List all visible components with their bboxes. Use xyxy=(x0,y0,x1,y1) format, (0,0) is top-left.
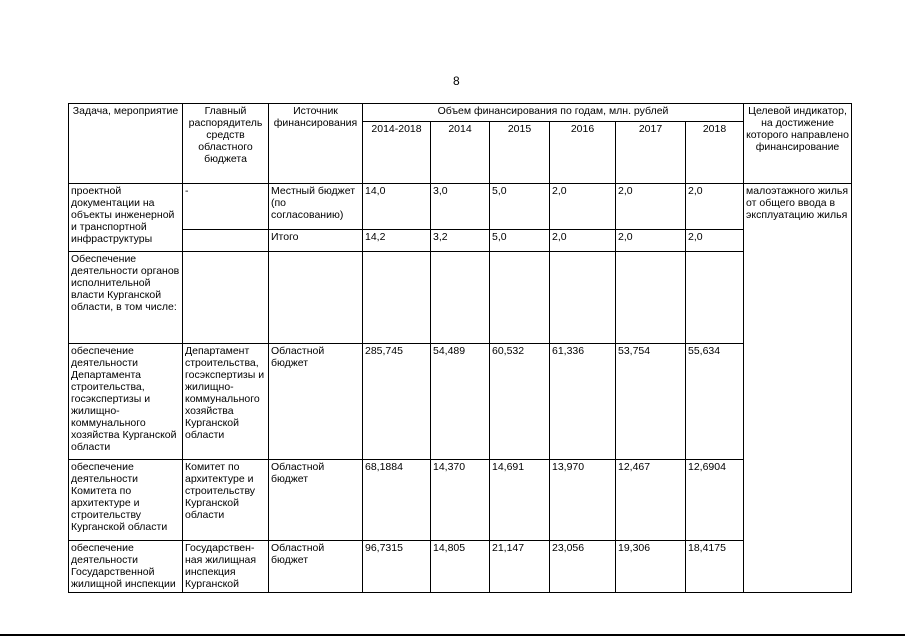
value-cell: 21,147 xyxy=(490,541,550,593)
header-manager: Главный распорядитель средств областного бюджета xyxy=(183,104,269,184)
table-row xyxy=(69,541,852,593)
row-source: Итого xyxy=(269,230,363,252)
value-cell: 60,532 xyxy=(490,344,550,460)
row-source: Местный бюджет (по согласованию) xyxy=(269,184,363,230)
value-cell: 3,0 xyxy=(431,184,490,230)
value-cell: 14,370 xyxy=(431,460,490,541)
row-source: Областной бюджет xyxy=(269,541,363,593)
header-year: 2018 xyxy=(686,122,744,184)
header-year: 2016 xyxy=(550,122,616,184)
value-cell: 12,6904 xyxy=(686,460,744,541)
value-cell: 5,0 xyxy=(490,230,550,252)
value-cell: 18,4175 xyxy=(686,541,744,593)
page-number: 8 xyxy=(453,74,460,88)
value-cell: 2,0 xyxy=(686,184,744,230)
row-source: Областной бюджет xyxy=(269,344,363,460)
table-row xyxy=(69,184,852,230)
row-manager: Департамент строительства, госэкспертизы и жилищно-коммунального хозяйства Курганской области xyxy=(183,344,269,460)
header-target: Целевой индикатор, на достижение которого направлено финансирование xyxy=(744,104,852,184)
empty-cell xyxy=(363,252,431,344)
value-cell: 14,805 xyxy=(431,541,490,593)
row-task: обеспечение деятельности Департамента строительства, госэкспертизы и жилищно-коммунального хозяйства Курганской области xyxy=(69,344,183,460)
header-year: 2014-2018 xyxy=(363,122,431,184)
value-cell: 53,754 xyxy=(616,344,686,460)
value-cell: 2,0 xyxy=(550,230,616,252)
value-cell: 2,0 xyxy=(616,184,686,230)
empty-cell xyxy=(269,252,363,344)
table-row xyxy=(69,460,852,541)
value-cell: 96,7315 xyxy=(363,541,431,593)
header-row xyxy=(69,104,852,122)
row-task: Обеспечение деятельности органов исполнительной власти Курганской области, в том числе: xyxy=(69,252,183,344)
header-year: 2014 xyxy=(431,122,490,184)
empty-cell xyxy=(490,252,550,344)
empty-cell xyxy=(686,252,744,344)
value-cell: 55,634 xyxy=(686,344,744,460)
value-cell: 14,691 xyxy=(490,460,550,541)
value-cell: 23,056 xyxy=(550,541,616,593)
table-row xyxy=(69,344,852,460)
value-cell: 2,0 xyxy=(686,230,744,252)
header-volume: Объем финансирования по годам, млн. рублей xyxy=(363,104,744,122)
header-year: 2015 xyxy=(490,122,550,184)
row-target: малоэтажного жилья от общего ввода в эксплуатацию жилья xyxy=(744,184,852,593)
table-row xyxy=(69,252,852,344)
row-task: обеспечение деятельности Комитета по архитектуре и строительству Курганской области xyxy=(69,460,183,541)
row-source: Областной бюджет xyxy=(269,460,363,541)
header-task: Задача, мероприятие xyxy=(69,104,183,184)
value-cell: 61,336 xyxy=(550,344,616,460)
empty-cell xyxy=(550,252,616,344)
row-task: обеспечение деятельности Государственной жилищной инспекции xyxy=(69,541,183,593)
value-cell: 2,0 xyxy=(550,184,616,230)
value-cell: 19,306 xyxy=(616,541,686,593)
empty-cell xyxy=(431,252,490,344)
value-cell: 285,745 xyxy=(363,344,431,460)
value-cell: 12,467 xyxy=(616,460,686,541)
table-row xyxy=(69,230,852,252)
row-manager: Комитет по архитектуре и строительству Курганской области xyxy=(183,460,269,541)
header-year: 2017 xyxy=(616,122,686,184)
row-task: проектной документации на объекты инженерной и транспортной инфраструктуры xyxy=(69,184,183,252)
page-bottom-rule xyxy=(0,634,905,636)
value-cell: 13,970 xyxy=(550,460,616,541)
header-source: Источник финансирования xyxy=(269,104,363,184)
value-cell: 14,0 xyxy=(363,184,431,230)
value-cell: 5,0 xyxy=(490,184,550,230)
value-cell: 54,489 xyxy=(431,344,490,460)
empty-cell xyxy=(183,230,269,252)
value-cell: 3,2 xyxy=(431,230,490,252)
empty-cell xyxy=(183,252,269,344)
value-cell: 2,0 xyxy=(616,230,686,252)
value-cell: 14,2 xyxy=(363,230,431,252)
empty-cell xyxy=(616,252,686,344)
row-manager: - xyxy=(183,184,269,230)
row-manager: Государствен-ная жилищная инспекция Курганской xyxy=(183,541,269,593)
funding-table xyxy=(68,103,852,593)
value-cell: 68,1884 xyxy=(363,460,431,541)
